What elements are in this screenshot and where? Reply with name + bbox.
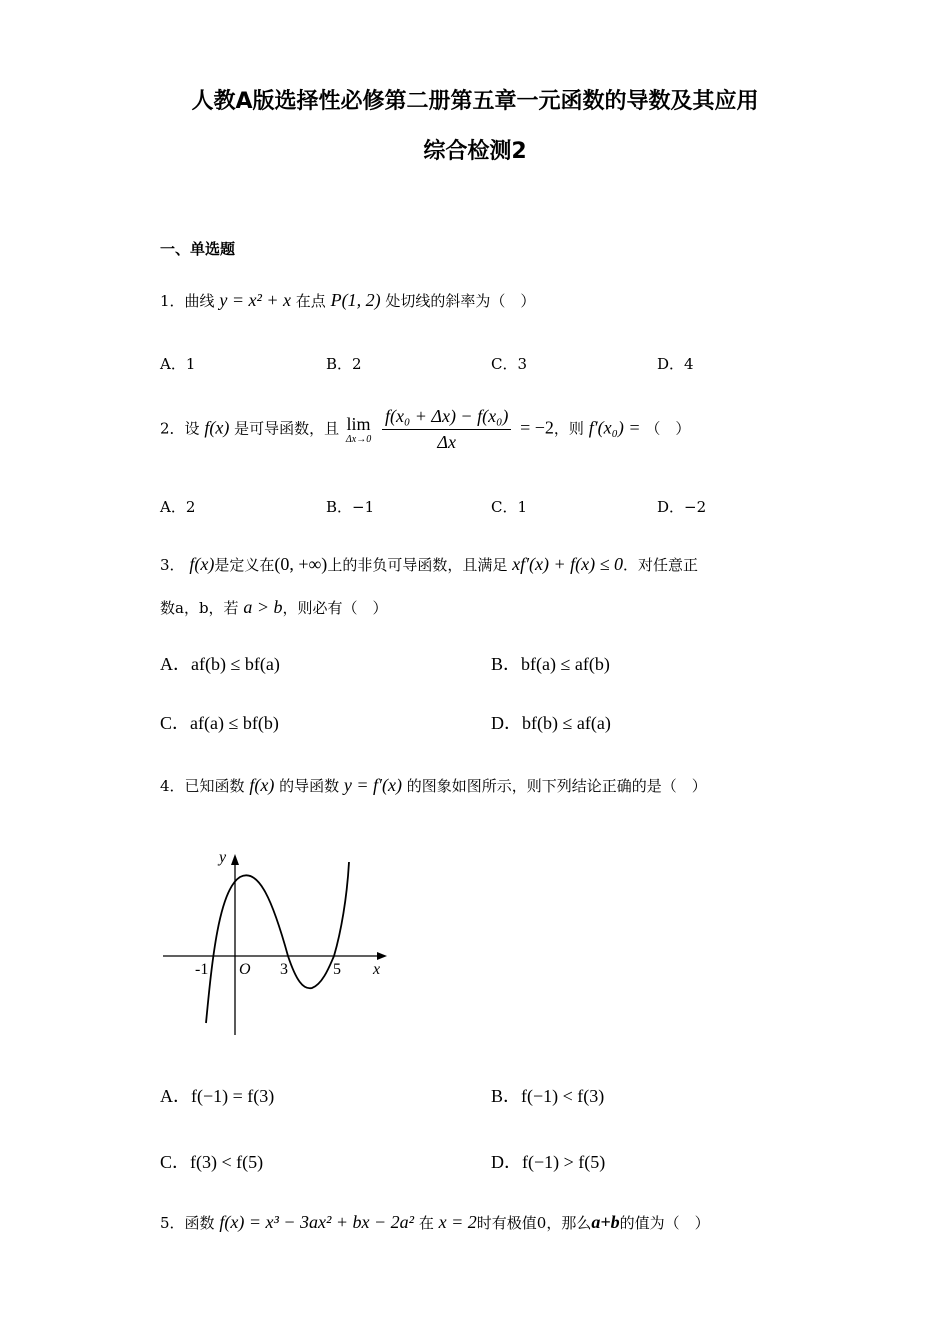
option-d: D．−2 <box>657 498 707 516</box>
option-b: B．bf(a) ≤ af(b) <box>491 654 610 674</box>
question-number: 3． <box>160 556 185 574</box>
question-3-line2 <box>160 597 388 618</box>
math-fx: f(x) <box>249 775 275 795</box>
question-text: 的值为（ ） <box>619 1214 710 1232</box>
tick-label-3: 3 <box>280 961 288 978</box>
option-a: A．1 <box>160 355 196 373</box>
question-text: 设 <box>184 419 200 438</box>
question-text: ，则 <box>553 419 584 438</box>
question-text: 曲线 <box>184 292 215 310</box>
option-b: B．2 <box>326 355 362 373</box>
limit-label: lim <box>346 414 371 434</box>
question-text: 数a，b，若 <box>160 599 239 617</box>
option-d: D．f(−1) > f(5) <box>491 1152 606 1172</box>
question-text: 是定义在 <box>214 556 275 574</box>
option-c: C．f(3) < f(5) <box>160 1152 264 1172</box>
option-a: A．f(−1) = f(3) <box>160 1086 275 1106</box>
question-text: 是可导函数，且 <box>234 419 340 438</box>
question-2 <box>160 406 690 453</box>
math-ab: a+b <box>591 1212 620 1232</box>
y-axis-label: y <box>219 849 227 866</box>
question-text: 上的非负可导函数，且满足 <box>327 556 508 574</box>
option-a: A．af(b) ≤ bf(a) <box>160 654 280 674</box>
question-text: （ ） <box>645 419 691 438</box>
math-fx: f(x) <box>189 554 215 574</box>
derivative-curve <box>206 862 349 1023</box>
question-3 <box>160 554 698 575</box>
math-expr: f(x) = x³ − 3ax² + bx − 2a² <box>219 1212 415 1232</box>
limit-sub: Δx→0 <box>345 434 372 445</box>
x-axis-label: x <box>373 961 381 978</box>
derivative-graph <box>155 840 395 1040</box>
option-a: A．2 <box>160 498 196 516</box>
fraction-numerator: f(x₀ + Δx) − f(x₀) <box>382 406 511 430</box>
question-number: 5． <box>160 1214 185 1232</box>
question-1 <box>160 290 535 311</box>
question-number: 4． <box>160 777 185 795</box>
math-deriv: f′(x₀) = <box>588 417 641 438</box>
tick-label-neg1: -1 <box>195 961 209 978</box>
question-text: ，则必有（ ） <box>282 599 388 617</box>
question-text: 函数 <box>184 1214 215 1232</box>
question-number: 1． <box>160 292 185 310</box>
question-text: 已知函数 <box>184 777 245 795</box>
math-agtb: a > b <box>243 597 283 617</box>
question-text: 的导函数 <box>279 777 340 795</box>
question-text: 在点 <box>295 292 326 310</box>
tick-label-5: 5 <box>333 961 341 978</box>
question-text: ．对任意正 <box>623 556 699 574</box>
question-text: 在 <box>418 1214 434 1232</box>
option-c: C．3 <box>491 355 528 373</box>
option-d: D．4 <box>657 355 694 373</box>
math-expr: y = x² + x <box>219 290 292 310</box>
option-d: D．bf(b) ≤ af(a) <box>491 713 611 733</box>
math-interval: (0, +∞) <box>274 554 328 574</box>
math-rhs: = −2 <box>520 417 554 438</box>
page-title: 人教A版选择性必修第二册第五章一元函数的导数及其应用 <box>191 89 759 114</box>
question-4 <box>160 775 707 796</box>
math-condition: xf′(x) + f(x) ≤ 0 <box>512 554 624 574</box>
math-yfp: y = f′(x) <box>343 775 402 795</box>
option-c: C．af(a) ≤ bf(b) <box>160 713 279 733</box>
option-c: C．1 <box>491 498 528 516</box>
y-axis-arrow <box>231 854 239 865</box>
question-text: 时有极值0，那么 <box>476 1214 592 1232</box>
option-b: B．f(−1) < f(3) <box>491 1086 605 1106</box>
question-text: 处切线的斜率为（ ） <box>385 292 536 310</box>
fraction <box>382 406 511 453</box>
x-axis-arrow <box>377 952 387 960</box>
limit <box>346 414 371 445</box>
origin-label: O <box>239 961 251 978</box>
question-number: 2． <box>160 419 185 438</box>
math-fx: f(x) <box>204 417 230 438</box>
question-text: 的图象如图所示，则下列结论正确的是（ ） <box>406 777 707 795</box>
page-subtitle: 综合检测2 <box>423 139 527 164</box>
math-cond: x = 2 <box>438 1212 477 1232</box>
fraction-denominator: Δx <box>437 432 456 452</box>
option-b: B．−1 <box>326 498 375 516</box>
math-point: P(1, 2) <box>330 290 381 310</box>
section-heading: 一、单选题 <box>160 240 236 258</box>
question-5 <box>160 1212 710 1233</box>
